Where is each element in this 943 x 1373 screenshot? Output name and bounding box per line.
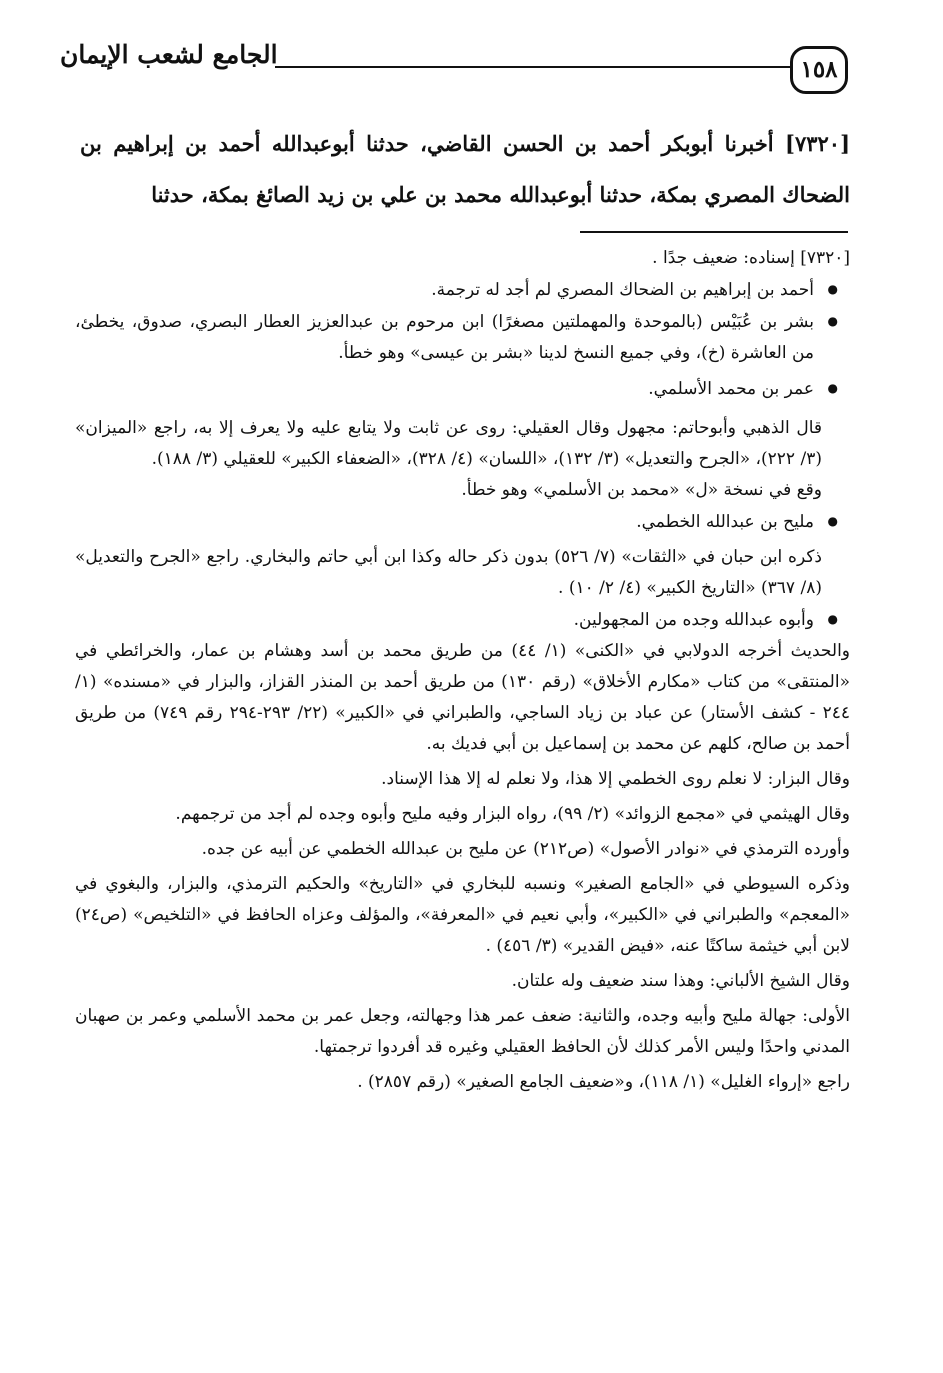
narrator-note: ● مليح بن عبدالله الخطمي. bbox=[75, 506, 850, 538]
running-header-title: الجامع لشعب الإيمان bbox=[60, 40, 278, 69]
narrator-detail: ذكره ابن حبان في «الثقات» (٧/ ٥٢٦) بدون ذكر حاله وكذا ابن أبي حاتم والبخاري. راجع «الجرح والتعديل» (٨/ ٣٦٧) «التاريخ الكبير» (٤/ ٢/ ١٠) . bbox=[75, 547, 822, 598]
narrator-note: ● بشر بن عُبَيْس (بالموحدة والمهملتين مصغرًا) ابن مرحوم بن عبدالعزيز العطار البصري، صدوق، يخطئ، من العاشرة (خ)، وفي جميع النسخ لدينا «بشر بن عيسى» وهو خطأ. bbox=[75, 306, 850, 369]
footnote-isnad: [٧٣٢٠] إسناده: ضعيف جدًا . bbox=[652, 248, 850, 268]
takhrij-paragraph: وقال البزار: لا نعلم روى الخطمي إلا هذا، ولا نعلم له إلا هذا الإسناد. bbox=[381, 769, 850, 789]
narrator-note: ● عمر بن محمد الأسلمي. bbox=[75, 373, 850, 405]
narrator-detail: وقع في نسخة «ل» «محمد بن الأسلمي» وهو خطأ. bbox=[461, 480, 822, 500]
takhrij-paragraph: وذكره السيوطي في «الجامع الصغير» ونسبه للبخاري في «التاريخ» والحكيم الترمذي، والبزار، والبغوي في «المعجم» والطبراني في «الكبير»، وأبي نعيم في «المعرفة»، والمؤلف وعزاه الحافظ في «التلخيص» (ص٢٤) لابن أبي خيثمة ساكتًا عنه، «فيض القدير» (٣/ ٤٥٦) . bbox=[75, 874, 850, 956]
header-rule bbox=[275, 66, 790, 68]
page-number: ١٥٨ bbox=[790, 46, 848, 94]
takhrij-paragraph: والحديث أخرجه الدولابي في «الكنى» (١/ ٤٤) من طريق محمد بن أسد وهشام بن عمار، والخرائطي في «المنتقى» من كتاب «مكارم الأخلاق» (رقم ١٣٠) من طريق أحمد بن المنذر القزاز، والبزار في «مسنده» (١/ ٢٤٤ - كشف الأستار) عن عباد بن زياد الساجي، والطبراني في «الكبير» (٢٢/ ٢٩٣-٢٩٤ رقم ٧٤٩) من طريق أحمد بن صالح، كلهم عن محمد بن إسماعيل بن أبي فديك به. bbox=[75, 641, 851, 754]
takhrij-paragraph: راجع «إرواء الغليل» (١/ ١١٨)، و«ضعيف الجامع الصغير» (رقم ٢٨٥٧) . bbox=[357, 1072, 850, 1092]
takhrij-paragraph: الأولى: جهالة مليح وأبيه وجده، والثانية: ضعف عمر هذا وجهالته، وجعل عمر بن محمد الأسلمي وعمر بن صهبان المدني واحدًا وليس الأمر كذلك لأن الحافظ العقيلي وغيره قد أفردوا ترجمتها. bbox=[75, 1006, 850, 1057]
narrator-note: ● وأبوه عبدالله وجده من المجهولين. bbox=[75, 604, 850, 636]
takhrij-paragraph: وأورده الترمذي في «نوادر الأصول» (ص٢١٢) عن مليح بن عبدالله الخطمي عن أبيه عن جده. bbox=[201, 839, 850, 859]
takhrij-paragraph: وقال الشيخ الألباني: وهذا سند ضعيف وله علتان. bbox=[511, 971, 850, 991]
narrator-note: ● أحمد بن إبراهيم بن الضحاك المصري لم أجد له ترجمة. bbox=[75, 274, 850, 306]
hadith-text: [٧٣٢٠] أخبرنا أبوبكر أحمد بن الحسن القاضي، حدثنا أبوعبدالله أحمد بن إبراهيم بن الضحاك المصري بمكة، حدثنا أبوعبدالله محمد بن علي بن زيد الصائغ بمكة، حدثنا bbox=[80, 131, 850, 207]
narrator-detail: قال الذهبي وأبوحاتم: مجهول وقال العقيلي: روى عن ثابت ولا يتابع عليه ولا يعرف إلا به، راجع «الميزان» (٣/ ٢٢٢)، «الجرح والتعديل» (٣/ ١٣٢)، «اللسان» (٤/ ٣٢٨)، «الضعفاء الكبير» للعقيلي (٣/ ١٨٨). bbox=[75, 418, 822, 469]
footnote-divider bbox=[580, 231, 848, 233]
footnotes bbox=[75, 243, 850, 1098]
takhrij-paragraph: وقال الهيثمي في «مجمع الزوائد» (٢/ ٩٩)، رواه البزار وفيه مليح وأبوه وجده لم أجد من ترجمهم. bbox=[175, 804, 850, 824]
